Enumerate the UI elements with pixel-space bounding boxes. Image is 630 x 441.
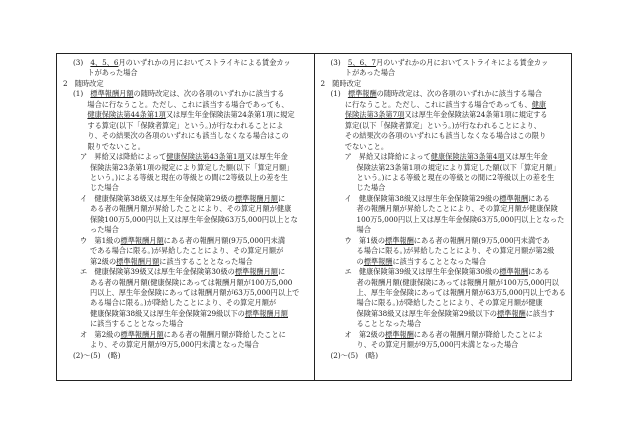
left-text-line xyxy=(63,58,311,68)
text-segment: にある者の報酬月額が降給したことに xyxy=(163,329,286,339)
text-segment: トがあった場合 xyxy=(73,68,138,78)
right-text-line xyxy=(321,288,569,298)
left-text-line xyxy=(63,298,311,308)
right-text-line xyxy=(321,236,569,246)
right-text-line xyxy=(321,298,569,308)
text-segment: 円以上、厚生年金保険にあっては報酬月額が63万5,000円以上で xyxy=(90,287,300,297)
text-segment: でないこと。 xyxy=(330,141,389,151)
text-segment: 算定(以下「保険者算定」という。)が行なわれることにより、 xyxy=(330,120,541,130)
text-segment: 100万5,000円以上又は厚生年金保険63万5,000円以上となった xyxy=(356,214,565,224)
text-segment: に xyxy=(278,193,286,203)
left-text-line xyxy=(63,236,311,246)
left-text-line xyxy=(63,173,311,183)
text-segment: 保険100万5,000円以上又は厚生年金保険63万5,000円以上とな xyxy=(90,214,298,224)
text-segment: にある者の報酬月額が降給したことによ xyxy=(413,329,544,339)
right-text-line xyxy=(321,173,569,183)
text-segment: 第2級の xyxy=(90,256,117,266)
right-text-line xyxy=(321,163,569,173)
text-segment: ウ 第1級の xyxy=(80,235,121,245)
left-text-line xyxy=(63,288,311,298)
text-segment: である場合に限る。)が昇給したことにより、その算定月額が xyxy=(90,246,284,256)
underlined-text: 標準報酬 xyxy=(385,329,414,339)
text-segment: 者の報酬月額が昇給したことにより、その算定月額が健康保険 xyxy=(356,204,558,214)
text-segment: 又は厚生年金 xyxy=(244,152,288,162)
text-segment: 又は厚生年金保険法第24条第1項に規定する xyxy=(404,110,548,120)
right-text-line xyxy=(321,89,569,99)
text-segment: 月のいずれかの月においてストライキによる賃金カッ xyxy=(118,58,291,67)
left-text-line xyxy=(63,340,311,350)
text-segment: (3) xyxy=(73,58,91,67)
text-segment: 場合 xyxy=(356,225,371,235)
text-segment: (3) xyxy=(330,58,348,67)
text-segment: じた場合 xyxy=(356,183,386,193)
left-text-line xyxy=(63,163,311,173)
text-segment: 上、厚生年金保険にあっては報酬月額が63万5,000円以上である xyxy=(356,287,566,297)
text-segment: イ 健康保険第38級又は厚生年金保険第29級の xyxy=(80,193,235,203)
text-segment: り、その算定月額が9万5,000円未満となった場合 xyxy=(356,340,519,350)
text-segment xyxy=(73,110,87,119)
right-text-line xyxy=(321,79,569,89)
text-segment: オ 第2級の xyxy=(80,329,121,339)
left-text-line xyxy=(63,278,311,288)
left-text-line xyxy=(63,110,311,120)
text-segment: 2 随時改定 xyxy=(63,78,104,88)
right-text-line xyxy=(321,110,569,120)
text-segment: (1) xyxy=(330,89,348,99)
text-segment: る場合に限る。)が昇給したことにより、その算定月額が第2級 xyxy=(356,246,555,256)
text-segment: エ 健康保険第39級又は厚生年金保険第30級の xyxy=(80,267,235,277)
right-text-line xyxy=(321,267,569,277)
text-segment: (1) xyxy=(73,89,91,99)
text-segment: 場合に限る。)が降給したことにより、その算定月額が健康 xyxy=(356,298,543,308)
right-text-line xyxy=(321,131,569,141)
right-text-line xyxy=(321,183,569,193)
right-text-line xyxy=(321,121,569,131)
right-text-line xyxy=(321,142,569,152)
text-segment: ある者の報酬月額が昇給したことにより、その算定月額が健康 xyxy=(90,204,292,214)
right-text-line xyxy=(321,152,569,162)
underlined-text: 標準報酬月額 xyxy=(120,235,164,245)
left-text-line xyxy=(63,246,311,256)
text-segment: トがあった場合 xyxy=(330,68,396,78)
right-text-line xyxy=(321,58,569,68)
underlined-text: 標準報酬月額 xyxy=(116,256,160,266)
text-segment xyxy=(331,110,345,119)
text-segment: の xyxy=(356,256,364,266)
text-segment: ア 昇給又は降給によって xyxy=(344,152,431,162)
text-segment: 場合に行なうこと。ただし、これに該当する場合であっても、 xyxy=(73,99,289,109)
underlined-text: 標準報酬月額 xyxy=(234,267,278,277)
underlined-text: 標準報酬 xyxy=(347,89,377,99)
left-text-line xyxy=(63,152,311,162)
right-text-line xyxy=(321,309,569,319)
right-text-line xyxy=(321,319,569,329)
right-text-line xyxy=(321,68,569,78)
right-text-line xyxy=(321,340,569,350)
right-text-line xyxy=(321,100,569,110)
left-text-line xyxy=(63,204,311,214)
text-segment: に該当することとなった場合 xyxy=(90,319,184,329)
left-text-line xyxy=(63,194,311,204)
text-segment: にある xyxy=(528,267,550,277)
text-segment: ア 昇給又は降給によって xyxy=(80,152,167,162)
left-text-line xyxy=(63,183,311,193)
underlined-text: 標準報酬月額 xyxy=(244,308,288,318)
left-text-line xyxy=(63,89,311,99)
left-text-line xyxy=(63,100,311,110)
text-segment: 2 随時改定 xyxy=(320,78,362,88)
text-segment: 保険法第23条第1項の規定により算定した額(以下「算定月額」 xyxy=(90,162,294,172)
underlined-text: 標準報酬 xyxy=(499,267,529,277)
text-segment: 保険法第23条第1項の規定により算定した額(以下「算定月額」 xyxy=(356,162,560,172)
right-column-current xyxy=(314,54,572,380)
text-segment: にある者の報酬月額(9万5,000円未満 xyxy=(163,235,286,245)
underlined-text: 標準報酬 xyxy=(499,193,529,203)
text-segment: 月のいずれかの月においてストライキによる賃金カッ xyxy=(375,58,549,67)
text-segment: り、その結果次の各項のいずれにも該当しなくなる場合はこの xyxy=(73,131,289,141)
text-segment: (2)～(5) (略) xyxy=(73,350,121,360)
text-segment: する算定(以下「保険者算定」という。)が行なわれることによ xyxy=(73,120,284,130)
right-text-line xyxy=(321,257,569,267)
text-segment: に該当することとなった場合 xyxy=(392,256,486,266)
text-segment: の随時改定は、次の各項のいずれかに該当する場合 xyxy=(376,89,542,99)
text-segment: (2)～(5) (略) xyxy=(330,350,379,360)
left-text-line xyxy=(63,225,311,235)
text-segment: 健康保険第38級又は厚生年金保険第29級以下の xyxy=(90,308,245,318)
left-text-line xyxy=(63,68,311,78)
left-text-line xyxy=(63,267,311,277)
right-text-line xyxy=(321,278,569,288)
text-segment: ウ 第1級の xyxy=(344,235,386,245)
text-segment: エ 健康保険第39級又は厚生年金保険第30級の xyxy=(344,267,500,277)
text-segment: にある xyxy=(528,193,550,203)
text-segment: に該当することとなった場合 xyxy=(159,256,253,266)
comparison-table xyxy=(56,53,572,381)
text-segment: 又は厚生年金保険法第24条第1項に規定 xyxy=(165,110,295,120)
underlined-text: 標準報酬 xyxy=(496,308,526,318)
text-segment: 限りでないこと。 xyxy=(73,141,145,151)
left-column-revised xyxy=(57,54,314,380)
text-segment: より、その算定月額が9万5,000円未満となった場合 xyxy=(90,340,259,350)
underlined-text: 標準報酬月額 xyxy=(120,329,164,339)
left-text-line xyxy=(63,215,311,225)
right-text-line xyxy=(321,351,569,361)
underlined-text: 健康保険法第3条第4項 xyxy=(430,152,505,162)
right-text-line xyxy=(321,246,569,256)
text-segment: 保険第38級又は厚生年金保険第29級以下の xyxy=(356,308,497,318)
underlined-text: 標準報酬月額 xyxy=(234,193,278,203)
text-segment: という。)による等級と現在の等級との間に2等級以上の差を生 xyxy=(356,172,555,182)
underlined-text: 4、5、6 xyxy=(90,58,119,67)
text-segment: イ 健康保険第38級又は厚生年金保険第29級の xyxy=(344,193,500,203)
left-text-line xyxy=(63,79,311,89)
left-text-line xyxy=(63,319,311,329)
text-segment: オ 第2級の xyxy=(344,329,386,339)
underlined-text: 保険法第3条第7項 xyxy=(344,110,405,120)
right-text-line xyxy=(321,194,569,204)
underlined-text: 標準報酬 xyxy=(385,235,414,245)
left-text-line xyxy=(63,351,311,361)
text-segment: その結果次の各項のいずれにも該当しなくなる場合はこの限り xyxy=(330,131,547,141)
text-segment: った場合 xyxy=(90,225,119,235)
underlined-text: 健康保険法第44条第1項 xyxy=(87,110,166,120)
text-segment: という。)による等級と現在の等級との間に2等級以上の差を生 xyxy=(90,172,288,182)
left-text-line xyxy=(63,142,311,152)
right-text-line xyxy=(321,215,569,225)
underlined-text: 健康 xyxy=(531,99,547,109)
left-text-line xyxy=(63,131,311,141)
left-text-line xyxy=(63,121,311,131)
text-segment: ある場合に限る。)が降給したことにより、その算定月額が xyxy=(90,298,277,308)
text-segment: ることとなった場合 xyxy=(356,319,422,329)
text-segment: に該当す xyxy=(525,308,555,318)
underlined-text: 標準報酬 xyxy=(363,256,393,266)
right-text-line xyxy=(321,225,569,235)
text-segment: に行なうこと。ただし、これに該当する場合であっても、 xyxy=(330,99,532,109)
left-text-line xyxy=(63,257,311,267)
left-text-line xyxy=(63,309,311,319)
underlined-text: 健康保険法第43条第1項 xyxy=(166,152,245,162)
text-segment: ある者の報酬月額(健康保険にあっては報酬月額が100万5,000 xyxy=(90,277,293,287)
left-text-line xyxy=(63,330,311,340)
right-text-line xyxy=(321,204,569,214)
text-segment: 者の報酬月額(健康保険にあっては報酬月額が100万5,000円以 xyxy=(356,277,559,287)
text-segment: にある者の報酬月額(9万5,000円未満であ xyxy=(413,235,550,245)
text-segment: の随時改定は、次の各項のいずれかに該当する xyxy=(133,89,285,99)
text-segment: に xyxy=(278,267,286,277)
text-segment: じた場合 xyxy=(90,183,119,193)
right-text-line xyxy=(321,330,569,340)
text-segment: 又は厚生年金 xyxy=(504,152,548,162)
underlined-text: 標準報酬月額 xyxy=(90,89,134,99)
underlined-text: 5、6、7 xyxy=(347,58,376,67)
